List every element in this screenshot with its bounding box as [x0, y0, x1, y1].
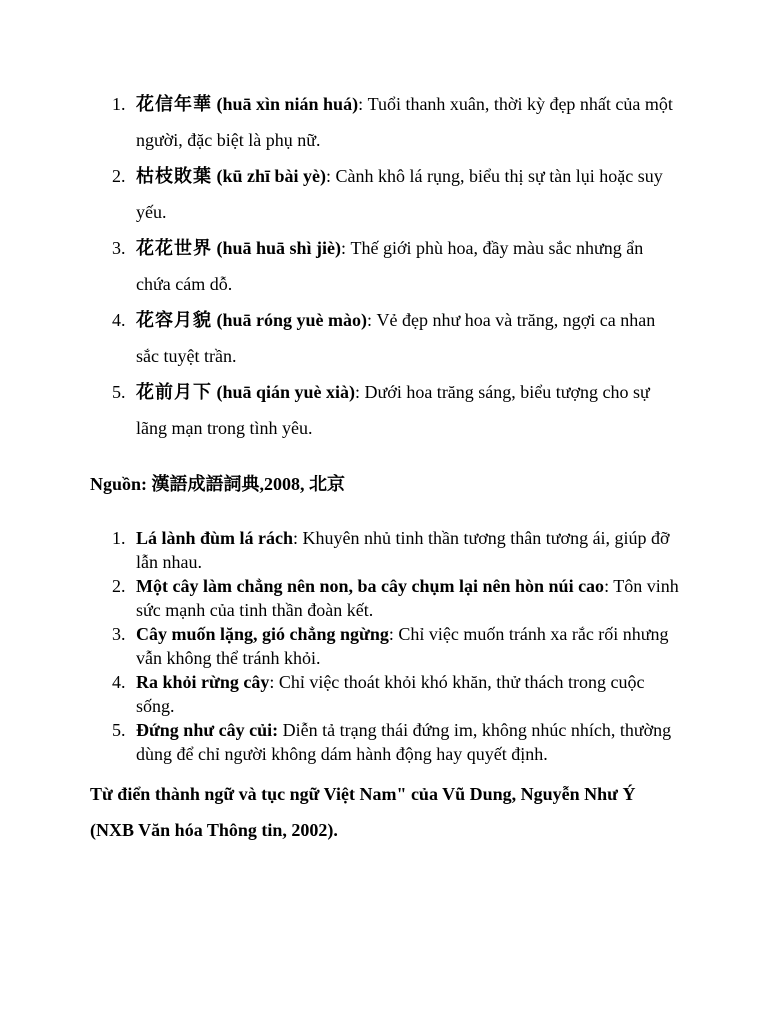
list-number: 3. [112, 624, 126, 644]
list-item [90, 622, 680, 670]
idiom-hanzi: 花信年華 [136, 94, 212, 114]
idiom-meaning: : Tuổi thanh xuân, thời kỳ đẹp nhất của một người, đặc biệt là phụ nữ. [136, 94, 673, 150]
list-number: 1. [112, 94, 126, 114]
idiom-hanzi: 花前月下 [136, 382, 212, 402]
chinese-idiom-list [90, 86, 680, 446]
idiom-pinyin: (huā huā shì jiè) [216, 238, 342, 258]
list-item [90, 302, 680, 374]
idiom-meaning: : Tôn vinh sức mạnh của tinh thần đoàn kết. [136, 576, 679, 620]
idiom-pinyin: (huā xìn nián huá) [216, 94, 359, 114]
idiom-pinyin: (huā qián yuè xià) [216, 382, 356, 402]
idiom-term: Lá lành đùm lá rách [136, 528, 294, 548]
idiom-term: Một cây làm chẳng nên non, ba cây chụm lại nên hòn núi cao [136, 576, 605, 596]
idiom-term: Cây muốn lặng, gió chẳng ngừng [136, 624, 389, 644]
idiom-meaning: : Khuyên nhủ tinh thần tương thân tương ái, giúp đỡ lẫn nhau. [136, 528, 670, 572]
list-item [90, 670, 680, 718]
list-number: 1. [112, 528, 126, 548]
vietnamese-idiom-list [90, 526, 680, 766]
idiom-meaning: : Chỉ việc thoát khỏi khó khăn, thử thách trong cuộc sống. [136, 672, 645, 716]
list-item [90, 718, 680, 766]
list-number: 4. [112, 672, 126, 692]
idiom-hanzi: 花容月貌 [136, 310, 212, 330]
list-number: 2. [112, 166, 126, 186]
list-number: 2. [112, 576, 126, 596]
idiom-pinyin: (huā róng yuè mào) [216, 310, 368, 330]
list-number: 5. [112, 382, 126, 402]
list-number: 5. [112, 720, 126, 740]
list-item [90, 374, 680, 446]
list-item [90, 526, 680, 574]
list-item [90, 86, 680, 158]
source-citation-chinese: Nguồn: 漢語成語詞典,2008, 北京 [90, 474, 346, 494]
idiom-meaning: : Thế giới phù hoa, đầy màu sắc nhưng ẩn chứa cám dỗ. [136, 238, 644, 294]
idiom-meaning: : Dưới hoa trăng sáng, biểu tượng cho sự lãng mạn trong tình yêu. [136, 382, 650, 438]
idiom-meaning: Diễn tả trạng thái đứng im, không nhúc nhích, thường dùng để chỉ người không dám hành động hay quyết định. [136, 720, 672, 764]
idiom-hanzi: 枯枝敗葉 [136, 166, 212, 186]
idiom-meaning: : Cành khô lá rụng, biểu thị sự tàn lụi hoặc suy yếu. [136, 166, 663, 222]
list-item [90, 158, 680, 230]
list-item [90, 230, 680, 302]
idiom-hanzi: 花花世界 [136, 238, 212, 258]
source-citation-vietnamese: Từ điển thành ngữ và tục ngữ Việt Nam" của Vũ Dung, Nguyễn Như Ý (NXB Văn hóa Thông tin, 2002). [90, 784, 636, 840]
idiom-meaning: : Chỉ việc muốn tránh xa rắc rối nhưng vẫn không thể tránh khỏi. [136, 624, 669, 668]
idiom-term: Đứng như cây củi: [136, 720, 279, 740]
list-number: 4. [112, 310, 126, 330]
idiom-meaning: : Vẻ đẹp như hoa và trăng, ngợi ca nhan sắc tuyệt trần. [136, 310, 656, 366]
idiom-term: Ra khỏi rừng cây [136, 672, 270, 692]
idiom-pinyin: (kū zhī bài yè) [216, 166, 327, 186]
list-number: 3. [112, 238, 126, 258]
list-item [90, 574, 680, 622]
